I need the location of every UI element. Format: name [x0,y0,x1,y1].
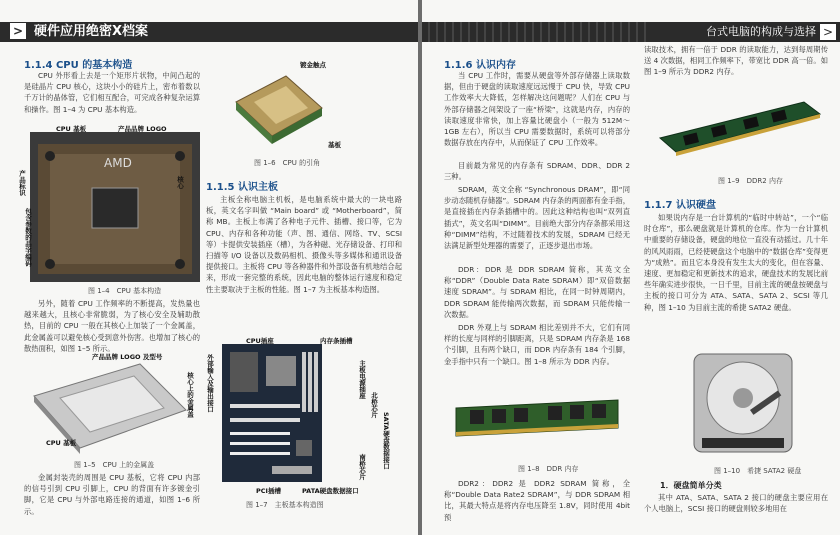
left-header-title: 硬件应用绝密X档案 [34,24,149,39]
section-title-memory: 1.1.6 认识内存 [444,60,516,71]
label-pin-base: 基板 [328,141,341,149]
svg-text:AMD: AMD [104,156,132,170]
cpu-pins-photo [226,62,326,150]
label-cpu-core: 核心 [176,176,184,189]
cpu-para-2: 另外，随着 CPU 工作频率的不断提高，发热量也越来越大，且核心非常脆弱，为了核心安全及辅助散热，目前的 CPU 一般在其核心上加装了一个金属盖，此金属盖可以避免核心受到意外伤害。也增加了核心的散热面积，如图 1–5 所示。 [24,299,200,353]
chevron-right-icon: > [10,23,26,39]
label-pci-slot: PCI插槽 [256,487,281,495]
label-south-bridge: 南桥芯片 [358,454,366,480]
ddr2-memory-photo [654,100,824,170]
mem-para-3: SDRAM，英文全称 “Synchronous DRAM”，即“同步动态随机存储器”。SDRAM 内存条的两面都有金手指，是直接插在内存条插槽中的。因此这种结构也叫“双列直插式”，英文名叫“DIMM”。目前绝大部分内存条都采用这种“DIMM”结构，不过随着技术的发展，SDRAM 已经无法满足新型处理器的需要了，正逐步退出市场。 [444,185,630,251]
chevron-right-icon: > [820,24,836,40]
label-cpu-base: CPU 基板 [56,125,87,133]
label-cover-logo: 产品品牌 LOGO 及型号 [92,353,163,361]
label-external-io: 外部输入及输出接口 [206,354,214,413]
cpu-para-1: CPU 外形看上去是一个矩形片状物，中间凸起的是硅晶片 CPU 核心，这块小小的硅片上，密布着数以千万计的晶体管，它们相互配合，可完成各种复杂运算和操作。图 1–4 为 CPU 基本构造。 [24,71,200,114]
right-header-title: 台式电脑的构成与选择 [706,25,816,38]
fig-1-5-caption: 图 1–5 CPU 上的金属盖 [74,461,155,469]
right-page [422,0,840,535]
fig-1-6-caption: 图 1–6 CPU 的引角 [254,159,321,167]
mem-para-1: 当 CPU 工作时，需要从硬盘等外部存储器上读取数据，但由于硬盘的读取速度远远慢于 CPU 快，导致 CPU 工作效率大大降低，怎样解决这问题呢？人们在 CPU 与外部存储器之间架设了一座“桥梁”，这就是内存，内存的读取速度非常快，加上容量比硬盘小（一般为 512M～1GB 左右），所以当 CPU 需要数据时，系统可以将部分数据存放在内存中，从而保证了 CPU 工作效率。 [444,71,630,148]
mb-para-1: 主板全称电脑主机板，是电脑系统中最大的一块电路板，英文名字叫做 “Main board” 或 “Motherboard”，简称 MB。主板上布满了各种电子元件、插槽、接口等，它为 CPU、内存和各种功能（声、图、通信、网络、TV、SCSI 等）卡提供安装插座（槽），为各种磁、光存储设备、打印和扫描等 I/O 设备以及数码相机、摄像头等多媒体和通讯设备提供接口。主板将 CPU 等各种器件和外部设备有机地结合起来，形成一套完整的系统，因此电脑的整体运行速度和稳定性主要取决于主板的性能。图 1–7 为主板基本构造图。 [206,195,402,294]
fig-1-8-caption: 图 1–8 DDR 内存 [518,465,579,473]
header-stripe [422,22,652,42]
label-cpu-socket: CPU插座 [246,337,274,345]
ddr2-intro-text: 读取技术，拥有一倍于 DDR 的读取能力，达到每周期传送 4 次数据，相同工作频率下，带宽比 DDR 高一倍。如图 1–9 所示为 DDR2 内存。 [644,45,828,77]
label-pata: PATA硬盘数据接口 [302,487,359,495]
fig-1-9-caption: 图 1–9 DDR2 内存 [718,177,783,185]
label-power-socket: 主板电源插座 [358,360,366,399]
label-cover-metal: 核心上的金属盖 [186,372,194,418]
hdd-sub-para: 其中 ATA、SATA、SATA 2 接口的硬盘主要应用在个人电脑上，SCSI 接口的硬盘则较多地用在 [644,493,828,514]
label-cover-base: CPU 基板 [46,439,77,447]
mem-para-6: DDR2：DDR2 是 DDR2 SDRAM 简称，全称“Double Data Rate2 SDRAM”，与 DDR SDRAM 相比，其最大特点是将内存电压降至 1.8V，同时使用 4bit 预 [444,479,630,522]
right-page-header [422,22,840,42]
section-title-cpu: 1.1.4 CPU 的基本构造 [24,60,133,71]
left-page [0,0,418,535]
hdd-subheading: 1．硬盘简单分类 [660,481,722,490]
label-memory-slot: 内存条插槽 [320,337,353,345]
label-sata: SATA硬盘数据接口 [382,412,390,470]
mem-para-5: DDR 外观上与 SDRAM 相比差别并不大，它们有同样的长度与同样的引脚距离，只是 SDRAM 内存条是 168 个引脚，且有两个缺口，而 DDR 内存条有 184 个引脚，金手指中只有一个缺口。图 1–8 所示为 DDR 内存。 [444,323,630,366]
label-cpu-model: 产品标识 [18,170,26,196]
hard-disk-photo [688,348,798,458]
cpu-photo [30,132,200,282]
motherboard-photo [222,344,322,482]
cpu-para-3: 金属封装壳的周围是 CPU 基板，它将 CPU 内部的信号引到 CPU 引脚上，CPU 的背面有许多镀金引脚，它是 CPU 与外部电路连接的通道，如图 1–6 所示。 [24,473,200,516]
label-gold-pins: 镀金触点 [300,61,326,69]
ddr-memory-photo [452,398,622,442]
section-title-motherboard: 1.1.5 认识主板 [206,182,278,193]
left-page-header [0,22,418,42]
label-cpu-code: 包含参数的品字编码 [24,208,32,267]
fig-1-4-caption: 图 1–4 CPU 基本构造 [88,287,162,295]
mem-para-4: DDR：DDR 是 DDR SDRAM 简称，其英文全称“DDR”（Double Data Rate SDRAM）即“双倍数据速度 SDRAM”。与 SDRAM 相比，在同一时钟周期内，DDR SDRAM 能传输两次数据，而 SDRAM 只能传输一次数据。 [444,265,630,319]
section-title-hdd: 1.1.7 认识硬盘 [644,200,716,211]
mem-para-2: 目前最为常见的内存条有 SDRAM、DDR、DDR 2 三种。 [444,161,630,182]
fig-1-10-caption: 图 1–10 希捷 SATA2 硬盘 [714,467,802,475]
label-cpu-logo: 产品品牌 LOGO [118,125,167,133]
hdd-para-1: 如果说内存是一台计算机的“临时中转站”，一个“临时仓库”，那么硬盘就是计算机的仓库。作为一台计算机中重要的存储设备，硬盘的地位一直没有动摇过。几十年的风风雨雨，已经使硬盘这个电脑中的“数据仓库”变得更为“成熟”。而且它本身没有发生太大的变化，但在容量、速度、更加稳定和更新技术的追求，硬盘技术的发展比前些年确实进步很快，一日千里，目前主流的硬盘按硬盘与主板的接口可分为 ATA、SATA、SATA 2、SCSI 等几种，图 1–10 为目前主流的希捷 SATA2 硬盘。 [644,213,828,312]
label-north-bridge: 北桥芯片 [370,392,378,418]
fig-1-7-caption: 图 1–7 主板基本构造图 [246,501,324,509]
